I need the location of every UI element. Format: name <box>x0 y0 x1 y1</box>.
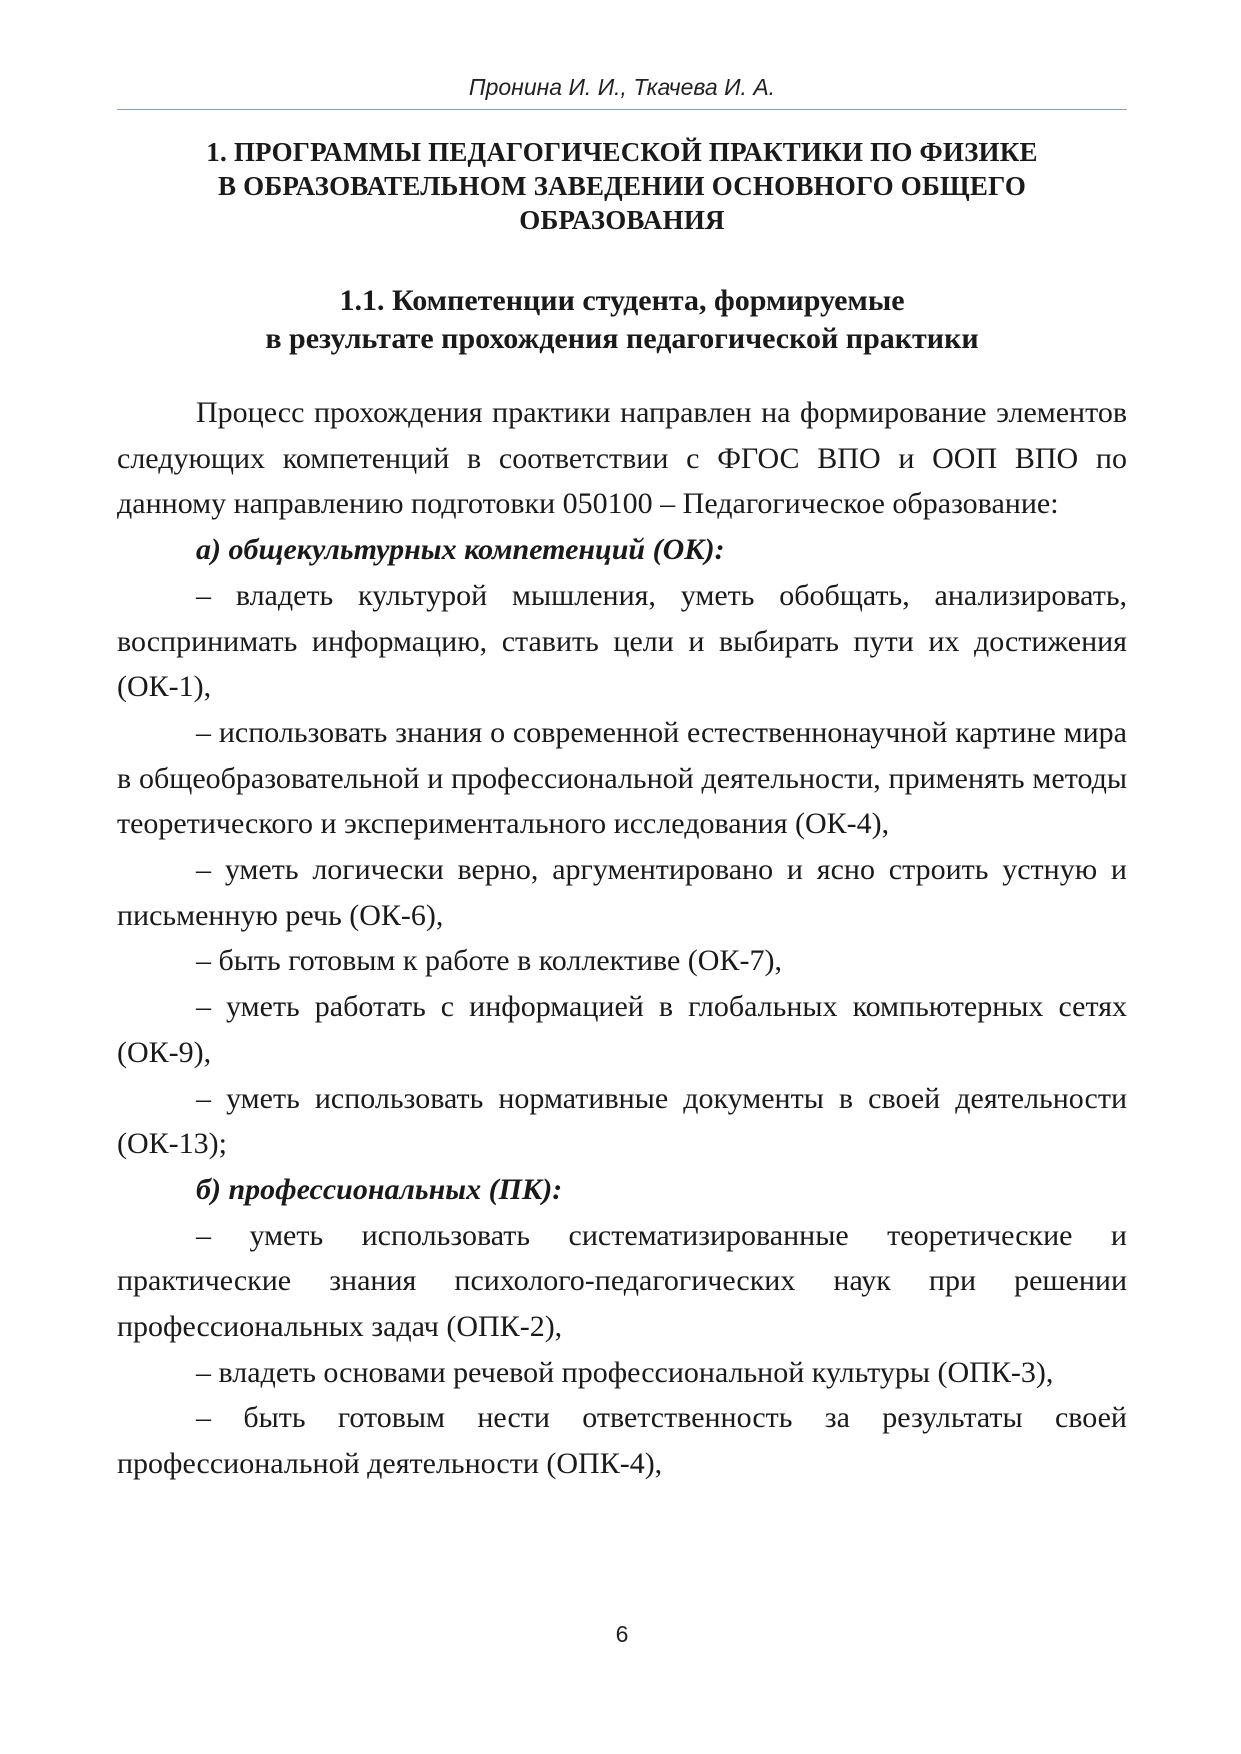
header-divider <box>117 109 1127 110</box>
competency-item: – уметь работать с информацией в глобальных компьютерных сетях (ОК-9), <box>117 990 1127 1069</box>
competency-item: – быть готовым к работе в коллективе (ОК-7), <box>196 944 782 978</box>
section-title <box>117 282 1127 358</box>
chapter-title-line: В ОБРАЗОВАТЕЛЬНОМ ЗАВЕДЕНИИ ОСНОВНОГО ОБЩЕГО <box>217 171 1027 201</box>
page-number: 6 <box>615 1621 629 1647</box>
competency-item: – владеть культурой мышления, уметь обобщать, анализировать, воспринимать информацию, ставить цели и выбирать пути их достижения (ОК-1), <box>117 578 1127 704</box>
chapter-title <box>117 135 1127 237</box>
competency-item: – уметь использовать систематизированные теоретические и практические знания психолого-педагогических наук при решении профессиональных задач (ОПК-2), <box>117 1218 1127 1344</box>
professional-competencies-heading: б) профессиональных (ПК): <box>196 1172 563 1206</box>
intro-paragraph: Процесс прохождения практики направлен на формирование элементов следующих компетенций в соответствии с ФГОС ВПО и ООП ВПО по данному направлению подготовки 050100 – Педагогическое образование: <box>117 396 1127 521</box>
running-header: Пронина И. И., Ткачева И. А. <box>468 74 776 100</box>
competency-item: – уметь логически верно, аргументировано и ясно строить устную и письменную речь (ОК-6), <box>117 853 1127 932</box>
general-competencies-heading: а) общекультурных компетенций (ОК): <box>196 533 725 567</box>
competency-item: – владеть основами речевой профессиональной культуры (ОПК-3), <box>196 1355 1054 1389</box>
section-title-line: 1.1. Компетенции студента, формируемые <box>339 284 905 317</box>
section-title-line: в результате прохождения педагогической практики <box>265 322 979 355</box>
chapter-title-line: ОБРАЗОВАНИЯ <box>519 205 725 235</box>
chapter-title-line: 1. ПРОГРАММЫ ПЕДАГОГИЧЕСКОЙ ПРАКТИКИ ПО ФИЗИКЕ <box>206 137 1038 167</box>
competency-item: – уметь использовать нормативные документы в своей деятельности (ОК-13); <box>117 1081 1127 1161</box>
competency-item: – быть готовым нести ответственность за результаты своей профессиональной деятельности (ОПК-4), <box>117 1401 1127 1481</box>
competency-item: – использовать знания о современной естественнонаучной картине мира в общеобразовательной и профессиональной деятельности, применять методы теоретического и экспериментального исследования (ОК-4), <box>117 715 1127 841</box>
body-text <box>117 390 1127 1487</box>
